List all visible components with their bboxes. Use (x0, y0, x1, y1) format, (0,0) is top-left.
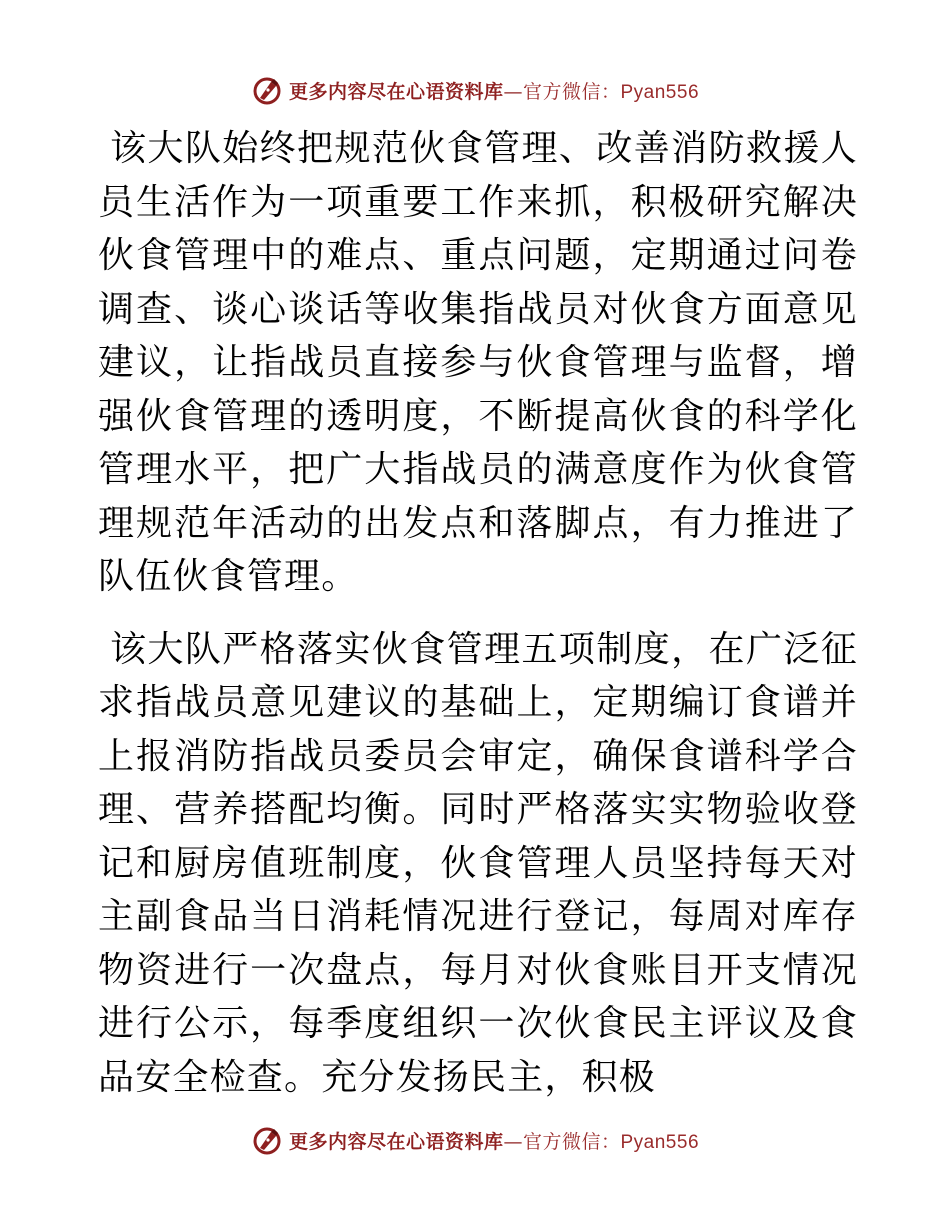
footer-banner-contact: 官方微信： (522, 1130, 621, 1153)
footer-banner-main: 更多内容尽在心语资料库 (288, 1130, 504, 1153)
body-paragraph-1: 该大队始终把规范伙食管理、改善消防救援人员生活作为一项重要工作来抓，积极研究解决伙食管理中的难点、重点问题，定期通过问卷调查、谈心谈话等收集指战员对伙食方面意见建议，让指战员直接参与伙食管理与监督，增强伙食管理的透明度，不断提高伙食的科学化管理水平，把广大指战员的满意度作为伙食管理规范年活动的出发点和落脚点，有力推进了队伍伙食管理。 (98, 128, 858, 597)
pen-nib-logo-icon (251, 74, 283, 106)
header-banner-wechat-id: Pyan556 (620, 81, 700, 103)
document-body (98, 122, 858, 1104)
header-banner-contact: 官方微信： (522, 80, 621, 103)
footer-banner-wechat-id: Pyan556 (620, 1131, 700, 1153)
header-banner-text (289, 77, 699, 104)
footer-banner-dash: — (503, 1130, 523, 1153)
footer-banner-text (289, 1127, 699, 1154)
header-banner-dash: — (503, 80, 523, 103)
pen-nib-logo-icon (251, 1124, 283, 1156)
body-paragraph-2: 该大队严格落实伙食管理五项制度，在广泛征求指战员意见建议的基础上，定期编订食谱并上报消防指战员委员会审定，确保食谱科学合理、营养搭配均衡。同时严格落实实物验收登记和厨房值班制度，伙食管理人员坚持每天对主副食品当日消耗情况进行登记，每周对库存物资进行一次盘点，每月对伙食账目开支情况进行公示，每季度组织一次伙食民主评议及食品安全检查。充分发扬民主，积极 (98, 628, 858, 1098)
footer-banner (0, 1122, 950, 1158)
header-banner (0, 72, 950, 108)
header-banner-main: 更多内容尽在心语资料库 (288, 80, 504, 103)
